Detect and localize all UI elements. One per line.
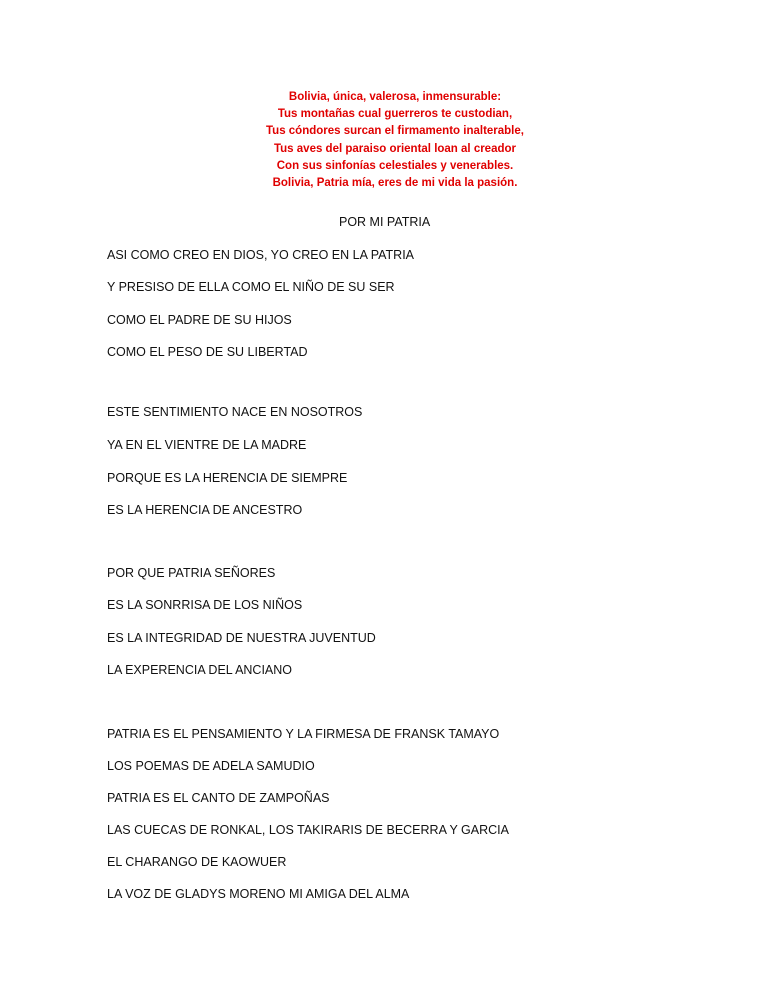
poem-line: YA EN EL VIENTRE DE LA MADRE (107, 438, 307, 452)
epigraph-line: Bolivia, única, valerosa, inmensurable: (288, 91, 502, 103)
poem-line: PORQUE ES LA HERENCIA DE SIEMPRE (107, 471, 348, 485)
poem-line: EL CHARANGO DE KAOWUER (107, 855, 287, 869)
poem-line: ES LA HERENCIA DE ANCESTRO (107, 503, 303, 517)
epigraph-line: Tus aves del paraiso oriental loan al creador (273, 142, 517, 155)
poem-line: POR QUE PATRIA SEÑORES (107, 566, 276, 580)
poem-line: ASI COMO CREO EN DIOS, YO CREO EN LA PATRIA (107, 248, 415, 262)
poem-line: ES LA SONRRISA DE LOS NIÑOS (107, 598, 303, 612)
poem-line: LA EXPERENCIA DEL ANCIANO (107, 663, 293, 677)
poem-line: COMO EL PADRE DE SU HIJOS (107, 313, 292, 327)
poem-line: LAS CUECAS DE RONKAL, LOS TAKIRARIS DE BECERRA Y GARCIA (107, 823, 509, 837)
poem-line: PATRIA ES EL PENSAMIENTO Y LA FIRMESA DE FRANSK TAMAYO (107, 727, 500, 741)
poem-line: ES LA INTEGRIDAD DE NUESTRA JUVENTUD (107, 631, 376, 645)
poem-line: COMO EL PESO DE SU LIBERTAD (107, 345, 308, 359)
poem-title: POR MI PATRIA (339, 215, 431, 229)
epigraph-line: Tus cóndores surcan el firmamento inalterable, (266, 125, 524, 138)
epigraph-line: Con sus sinfonías celestiales y venerables. (276, 159, 514, 172)
epigraph-line: Tus montañas cual guerreros te custodian, (277, 108, 513, 121)
poem-line: LA VOZ DE GLADYS MORENO MI AMIGA DEL ALMA (107, 887, 410, 901)
epigraph-line: Bolivia, Patria mía, eres de mi vida la pasión. (272, 177, 518, 190)
epigraph (240, 89, 550, 192)
poem-line: ESTE SENTIMIENTO NACE EN NOSOTROS (107, 405, 363, 419)
poem-line: LOS POEMAS DE ADELA SAMUDIO (107, 759, 315, 773)
poem-line: Y PRESISO DE ELLA COMO EL NIÑO DE SU SER (107, 280, 395, 294)
poem-line: PATRIA ES EL CANTO DE ZAMPOÑAS (107, 791, 330, 805)
